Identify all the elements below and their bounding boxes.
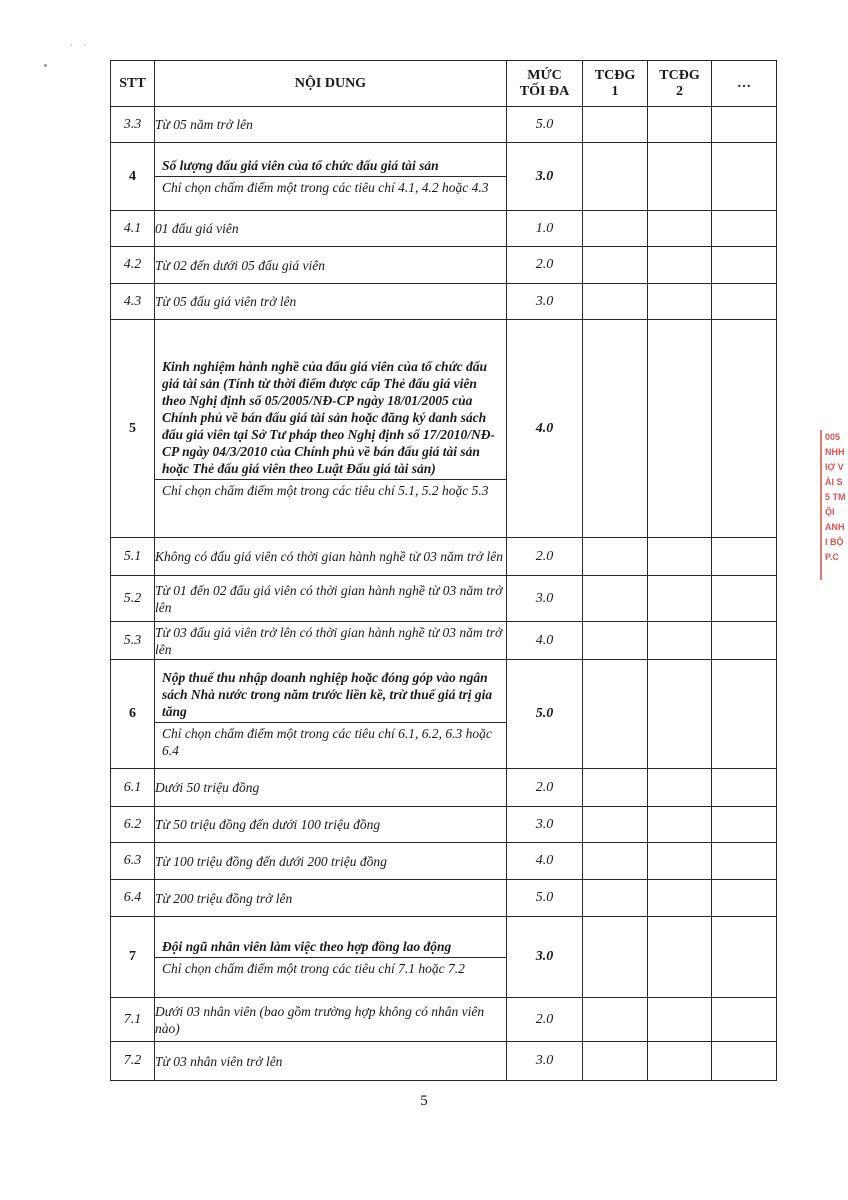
table-row — [111, 247, 777, 284]
score-cell — [583, 576, 648, 622]
score-cell — [583, 807, 648, 843]
row-stt: 4.2 — [111, 247, 155, 284]
table-row — [111, 660, 777, 769]
score-cell — [583, 622, 648, 660]
row-max-score: 3.0 — [507, 143, 583, 211]
score-cell — [712, 284, 777, 320]
score-cell — [648, 284, 712, 320]
row-content: Từ 02 đến dưới 05 đấu giá viên — [155, 247, 507, 284]
score-cell — [648, 247, 712, 284]
table-row — [111, 107, 777, 143]
row-content: Từ 05 năm trở lên — [155, 107, 507, 143]
criterion-instruction: Chỉ chọn chấm điểm một trong các tiêu chí 6.1, 6.2, 6.3 hoặc 6.4 — [162, 726, 492, 758]
criteria-table — [110, 60, 777, 1081]
score-cell — [583, 843, 648, 880]
score-cell — [648, 917, 712, 998]
scan-artifact-dot — [44, 64, 47, 67]
row-content: Từ 200 triệu đồng trở lên — [155, 880, 507, 917]
row-max-score: 2.0 — [507, 247, 583, 284]
score-cell — [583, 247, 648, 284]
criterion-instruction: Chỉ chọn chấm điểm một trong các tiêu chí 7.1 hoặc 7.2 — [162, 960, 465, 976]
table-row — [111, 143, 777, 211]
score-cell — [648, 143, 712, 211]
row-content — [155, 917, 507, 998]
row-content: Dưới 03 nhân viên (bao gồm trường hợp không có nhân viên nào) — [155, 998, 507, 1042]
row-content: Từ 03 đấu giá viên trở lên có thời gian hành nghề từ 03 năm trở lên — [155, 622, 507, 660]
row-max-score: 4.0 — [507, 320, 583, 538]
row-stt: 6 — [111, 660, 155, 769]
score-cell — [712, 538, 777, 576]
row-content — [155, 143, 507, 211]
score-cell — [648, 843, 712, 880]
score-cell — [583, 998, 648, 1042]
score-cell — [712, 247, 777, 284]
score-cell — [648, 622, 712, 660]
criterion-instruction: Chỉ chọn chấm điểm một trong các tiêu chí 5.1, 5.2 hoặc 5.3 — [162, 483, 489, 498]
row-stt: 3.3 — [111, 107, 155, 143]
table-row — [111, 576, 777, 622]
score-cell — [583, 211, 648, 247]
row-content — [155, 320, 507, 538]
table-row — [111, 622, 777, 660]
row-max-score: 2.0 — [507, 998, 583, 1042]
page-number: 5 — [420, 1093, 428, 1109]
row-content: Dưới 50 triệu đồng — [155, 769, 507, 807]
score-cell — [648, 320, 712, 538]
row-content: 01 đấu giá viên — [155, 211, 507, 247]
score-cell — [583, 660, 648, 769]
score-cell — [583, 107, 648, 143]
row-stt: 6.1 — [111, 769, 155, 807]
score-cell — [712, 576, 777, 622]
table-row — [111, 998, 777, 1042]
row-content: Từ 03 nhân viên trở lên — [155, 1042, 507, 1081]
row-stt: 7.1 — [111, 998, 155, 1042]
score-cell — [648, 807, 712, 843]
score-cell — [583, 284, 648, 320]
row-stt: 6.2 — [111, 807, 155, 843]
score-cell — [712, 807, 777, 843]
score-cell — [712, 769, 777, 807]
header-stt: STT — [111, 61, 155, 107]
header-more: … — [712, 61, 777, 107]
score-cell — [583, 769, 648, 807]
score-cell — [648, 576, 712, 622]
score-cell — [648, 769, 712, 807]
row-max-score: 4.0 — [507, 843, 583, 880]
score-cell — [648, 211, 712, 247]
row-content: Từ 50 triệu đồng đến dưới 100 triệu đồng — [155, 807, 507, 843]
row-stt: 7 — [111, 917, 155, 998]
score-cell — [583, 538, 648, 576]
table-row — [111, 843, 777, 880]
row-content: Từ 01 đến 02 đấu giá viên có thời gian hành nghề từ 03 năm trở lên — [155, 576, 507, 622]
header-tcdg-1: TCĐG 1 — [583, 61, 648, 107]
score-cell — [712, 998, 777, 1042]
table-row — [111, 769, 777, 807]
row-max-score: 3.0 — [507, 576, 583, 622]
table-row — [111, 880, 777, 917]
table-row — [111, 1042, 777, 1081]
red-stamp-edge: 005 NHH IỢ V ÀI S 5 TM ỘI ANH I BỘ P.C — [820, 430, 848, 580]
score-cell — [712, 660, 777, 769]
row-max-score: 5.0 — [507, 107, 583, 143]
table-header-row — [111, 61, 777, 107]
row-stt: 6.3 — [111, 843, 155, 880]
row-stt: 5 — [111, 320, 155, 538]
header-tcdg-2: TCĐG 2 — [648, 61, 712, 107]
row-stt: 6.4 — [111, 880, 155, 917]
row-max-score: 5.0 — [507, 660, 583, 769]
row-content: Không có đấu giá viên có thời gian hành nghề từ 03 năm trở lên — [155, 538, 507, 576]
score-cell — [648, 998, 712, 1042]
row-stt: 7.2 — [111, 1042, 155, 1081]
criterion-title: Kinh nghiệm hành nghề của đấu giá viên của tổ chức đấu giá tài sản (Tính từ thời điểm được cấp Thẻ đấu giá viên theo Nghị định số 05/2005/NĐ-CP ngày 18/01/2005 của Chính phủ về bán đấu giá tài sản hoặc đăng ký danh sách đấu giá viên tại Sở Tư pháp theo Nghị định số 17/2010/NĐ-CP ngày 04/3/2010 của Chính phủ về bán đấu giá tài sản hoặc Thẻ đấu giá viên theo Luật Đấu giá tài sản) — [155, 356, 506, 480]
criterion-title: Số lượng đấu giá viên của tổ chức đấu giá tài sản — [155, 155, 506, 177]
row-max-score: 3.0 — [507, 284, 583, 320]
table-row — [111, 284, 777, 320]
header-muc-toi-da: MỨC TỐI ĐA — [507, 61, 583, 107]
row-max-score: 3.0 — [507, 807, 583, 843]
row-max-score: 1.0 — [507, 211, 583, 247]
row-stt: 4 — [111, 143, 155, 211]
table-row — [111, 538, 777, 576]
row-max-score: 3.0 — [507, 1042, 583, 1081]
score-cell — [648, 538, 712, 576]
row-max-score: 4.0 — [507, 622, 583, 660]
score-cell — [648, 880, 712, 917]
score-cell — [712, 211, 777, 247]
row-stt: 5.1 — [111, 538, 155, 576]
score-cell — [712, 622, 777, 660]
score-cell — [648, 660, 712, 769]
score-cell — [712, 843, 777, 880]
score-cell — [648, 107, 712, 143]
score-cell — [712, 320, 777, 538]
row-stt: 5.2 — [111, 576, 155, 622]
table-row — [111, 807, 777, 843]
score-cell — [583, 143, 648, 211]
score-cell — [712, 880, 777, 917]
row-stt: 5.3 — [111, 622, 155, 660]
row-max-score: 5.0 — [507, 880, 583, 917]
criterion-title: Nộp thuế thu nhập doanh nghiệp hoặc đóng góp vào ngân sách Nhà nước trong năm trước liền kề, trừ thuế giá trị gia tăng — [155, 667, 506, 723]
row-max-score: 3.0 — [507, 917, 583, 998]
row-max-score: 2.0 — [507, 538, 583, 576]
header-noi-dung: NỘI DUNG — [155, 61, 507, 107]
scan-artifact: · · — [70, 40, 91, 50]
table-row — [111, 917, 777, 998]
row-content: Từ 100 triệu đồng đến dưới 200 triệu đồng — [155, 843, 507, 880]
row-stt: 4.3 — [111, 284, 155, 320]
criterion-instruction: Chỉ chọn chấm điểm một trong các tiêu chí 4.1, 4.2 hoặc 4.3 — [162, 180, 489, 195]
score-cell — [583, 1042, 648, 1081]
score-cell — [712, 143, 777, 211]
row-max-score: 2.0 — [507, 769, 583, 807]
row-content — [155, 660, 507, 769]
score-cell — [583, 320, 648, 538]
row-stt: 4.1 — [111, 211, 155, 247]
table-row — [111, 211, 777, 247]
score-cell — [583, 880, 648, 917]
score-cell — [712, 1042, 777, 1081]
score-cell — [583, 917, 648, 998]
score-cell — [712, 917, 777, 998]
score-cell — [648, 1042, 712, 1081]
criterion-title: Đội ngũ nhân viên làm việc theo hợp đồng lao động — [155, 936, 506, 958]
row-content: Từ 05 đấu giá viên trở lên — [155, 284, 507, 320]
table-row — [111, 320, 777, 538]
score-cell — [712, 107, 777, 143]
